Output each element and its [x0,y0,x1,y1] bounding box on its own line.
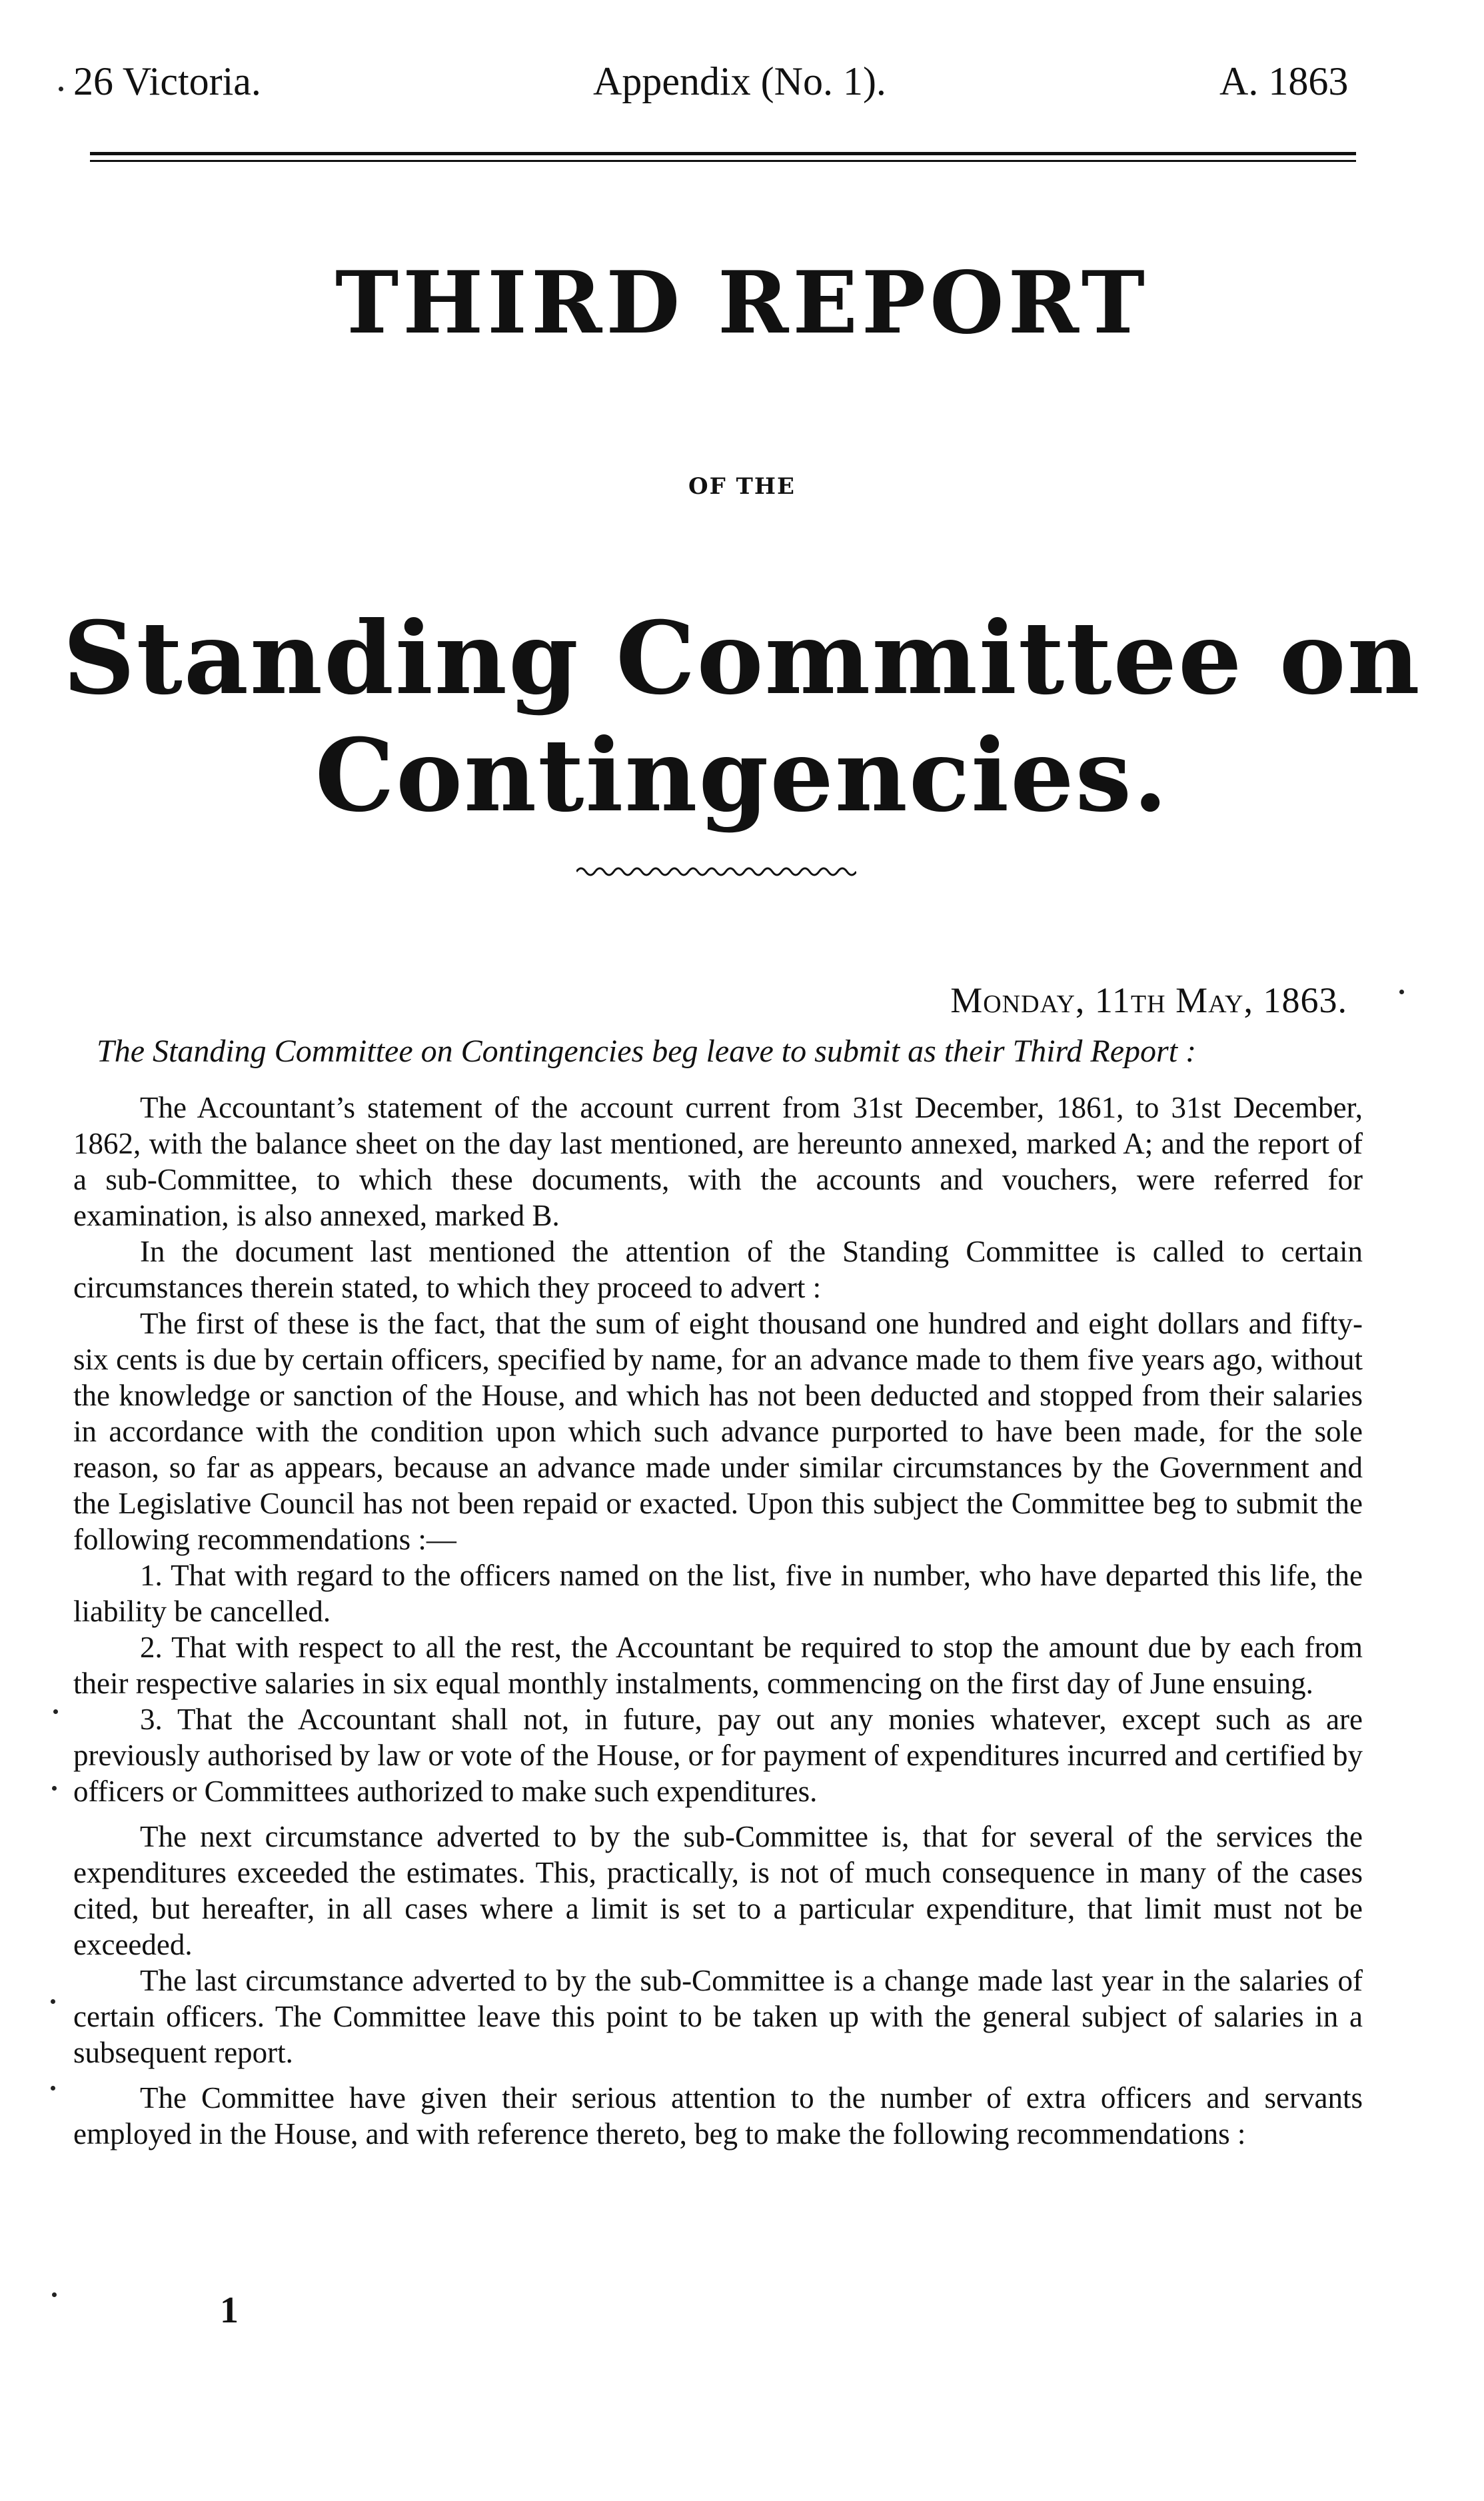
page-number: 1 [220,2290,239,2331]
paragraph-extra-officers: The Committee have given their serious attention to the number of extra officers and servants employed in the House, and with reference thereto, beg to make the following recommendations : [73,2081,1363,2150]
scan-speck [51,2086,55,2090]
report-title: THIRD REPORT [335,253,1149,353]
scan-speck [53,1709,58,1714]
report-date: Monday, 11th May, 1863. [950,980,1347,1020]
paragraph-salaries: The last circumstance adverted to by the sub-Committee is a change made last year in the salaries of certain officers. The Committee leave this point to be taken up with the general subject of salaries in a subsequent report. [73,1964,1363,2069]
report-intro: The Standing Committee on Contingencies beg leave to submit as their Third Report : [97,1034,1197,1069]
scan-speck [59,87,63,91]
decorative-flourish [576,860,856,880]
header-rule-thick [90,152,1356,155]
paragraph-advance: The first of these is the fact, that the sum of eight thousand one hundred and eight dollars and fifty-six cents is due by certain officers, specified by name, for an advance made to them five years ago, without the knowledge or sanction of the House, and which has not been deducted and stopped from their salaries in accordance with the condition upon which such advance purported to have been made, for the sole reason, so far as appears, because an advance made under similar circumstances by the Government and the Legislative Council has not been repaid or exacted. Upon this subject the Committee beg to submit the following recommendations :— [73,1307,1363,1556]
paragraph-estimates: The next circumstance adverted to by the sub-Committee is, that for several of the services the expenditures exceeded the estimates. This, practically, is not of much consequence in many of the cases cited, but hereafter, in all cases where a limit is set to a particular expenditure, that limit must not be exceeded. [73,1820,1363,1961]
header-year: A. 1863 [1219,59,1349,103]
paragraph-circumstances: In the document last mentioned the attention of the Standing Committee is called to certain circumstances therein stated, to which they proceed to advert : [73,1235,1363,1304]
header-appendix: Appendix (No. 1). [593,59,886,103]
scan-speck [52,2292,57,2297]
committee-name: Standing Committee on Contingencies. [63,600,1421,834]
paragraph-accounts: The Accountant’s statement of the account current from 31st December, 1861, to 31st December, 1862, with the balance sheet on the day last mentioned, are hereunto annexed, marked A; and the report of a sub-Committee, to which these documents, with the accounts and vouchers, were referred for examination, is also annexed, marked B. [73,1091,1363,1232]
scan-speck [1399,990,1404,994]
header-session: 26 Victoria. [73,59,261,103]
scan-speck [51,1999,55,2004]
report-subtitle: OF THE [688,473,796,500]
report-body [73,1090,1363,2152]
scan-speck [52,1786,57,1791]
recommendation-2: 2. That with respect to all the rest, the Accountant be required to stop the amount due by each from their respective salaries in six equal monthly instalments, commencing on the first day of June ensuing. [73,1631,1363,1700]
recommendation-3: 3. That the Accountant shall not, in future, pay out any monies whatever, except such as are previously authorised by law or vote of the House, or for payment of expenditures incurred and certified by officers or Committees authorized to make such expenditures. [73,1703,1363,1808]
header-rule-thin [90,160,1356,162]
recommendation-1: 1. That with regard to the officers named on the list, five in number, who have departed this life, the liability be cancelled. [73,1559,1363,1628]
